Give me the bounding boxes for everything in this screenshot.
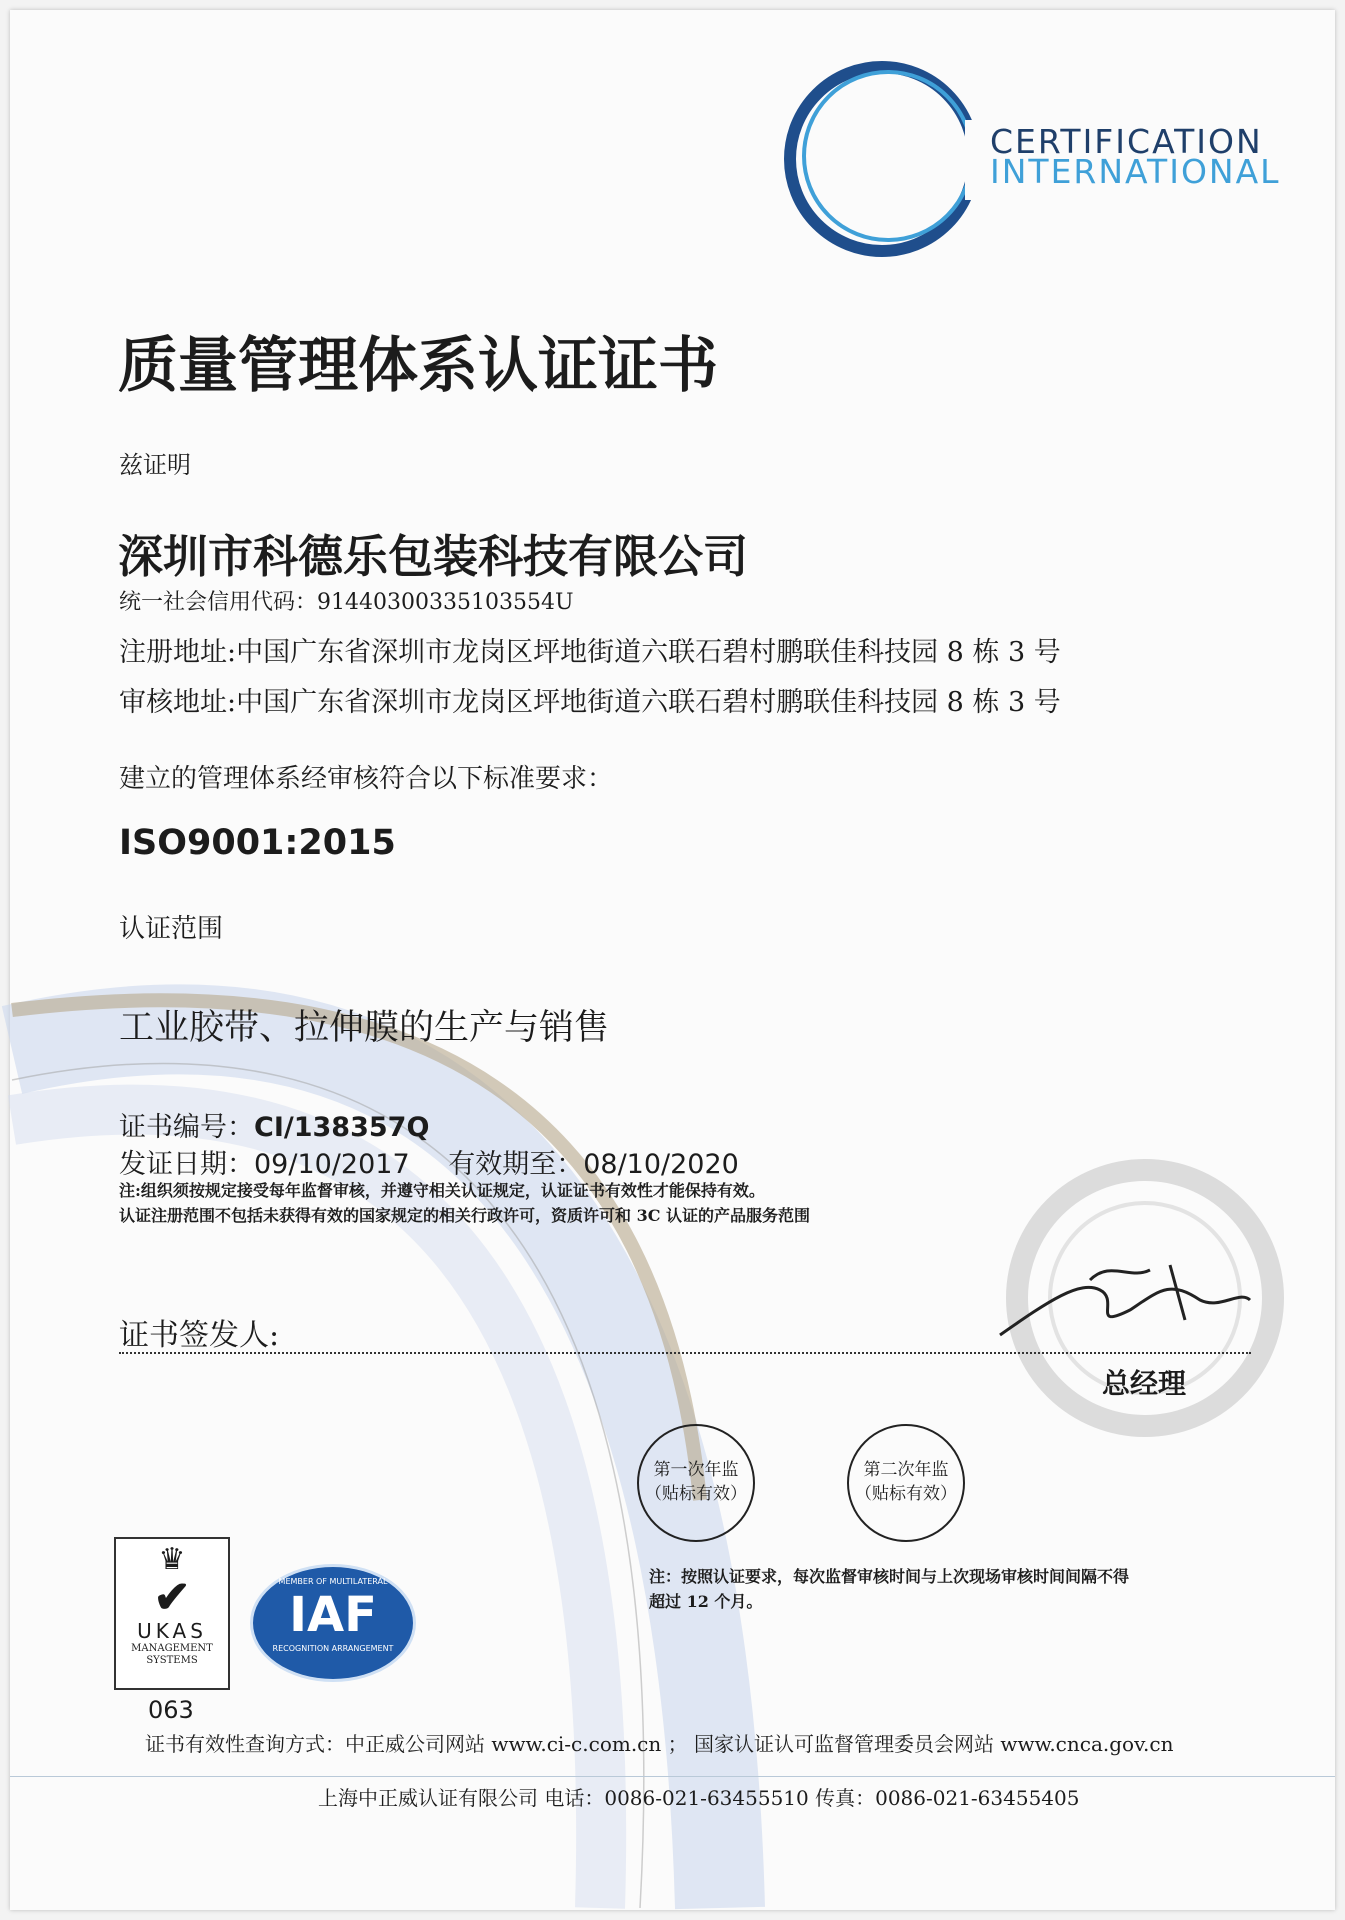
note-line-1: 注:组织须按规定接受每年监督审核，并遵守相关认证规定，认证证书有效性才能保持有效。	[119, 1181, 765, 1200]
issue-date: 09/10/2017	[254, 1149, 410, 1180]
scope-text: 工业胶带、拉伸膜的生产与销售	[119, 1008, 610, 1048]
audit-address: 审核地址:中国广东省深圳市龙岗区坪地街道六联石碧村鹏联佳科技园 8 栋 3 号	[119, 687, 1061, 718]
ukas-sub1: MANAGEMENT	[131, 1643, 213, 1654]
first-annual-audit-stamp-area	[637, 1424, 755, 1542]
iaf-top-text: MEMBER OF MULTILATERAL	[278, 1577, 388, 1586]
certificate-title: 质量管理体系认证证书	[118, 331, 718, 401]
issue-date-label: 发证日期：	[119, 1149, 254, 1180]
validity-query-text: 证书有效性查询方式：中正威公司网站 www.ci-c.com.cn ； 国家认证认可监督管理委员会网站 www.cnca.gov.cn	[145, 1732, 1174, 1756]
first-audit-note: （贴标有效）	[645, 1484, 747, 1504]
hereby-text: 兹证明	[119, 451, 191, 479]
iaf-bottom-text: RECOGNITION ARRANGEMENT	[272, 1644, 394, 1653]
footer-divider	[10, 1776, 1335, 1777]
cert-number-label: 证书编号：	[119, 1112, 254, 1143]
ukas-name: UKAS	[137, 1619, 207, 1643]
audit-note-line-2: 超过 12 个月。	[649, 1592, 763, 1611]
signer-title: 总经理	[1102, 1367, 1187, 1400]
checkmark-icon: ✔	[153, 1572, 191, 1623]
company-name: 深圳市科德乐包装科技有限公司	[118, 530, 749, 583]
signer-label: 证书签发人:	[119, 1318, 280, 1353]
standard-intro: 建立的管理体系经审核符合以下标准要求：	[119, 764, 614, 794]
logo-text-certification: CERTIFICATION	[990, 122, 1263, 161]
signature	[1000, 1287, 1250, 1335]
crown-icon: ♛	[158, 1542, 186, 1577]
ukas-number: 063	[148, 1696, 194, 1724]
iaf-logo	[250, 1564, 416, 1682]
signature-line	[119, 1352, 1251, 1354]
iaf-name: IAF	[289, 1587, 377, 1643]
logo-text-international: INTERNATIONAL	[990, 152, 1281, 191]
valid-date: 08/10/2020	[583, 1149, 739, 1180]
first-audit-label: 第一次年监	[653, 1460, 739, 1480]
second-audit-note: （贴标有效）	[855, 1484, 957, 1504]
second-annual-audit-stamp-area	[847, 1424, 965, 1542]
second-audit-label: 第二次年监	[863, 1460, 949, 1480]
ukas-logo	[114, 1537, 230, 1690]
note-line-2: 认证注册范围不包括未获得有效的国家规定的相关行政许可，资质许可和 3C 认证的产品服务范围	[119, 1206, 811, 1225]
valid-date-label: 有效期至：	[448, 1149, 584, 1180]
footer-contact: 上海中正威认证有限公司 电话：0086-021-63455510 传真：0086-021-63455405	[318, 1786, 1080, 1810]
cert-number: CI/138357Q	[254, 1112, 430, 1143]
audit-note-line-1: 注：按照认证要求，每次监督审核时间与上次现场审核时间间隔不得	[649, 1567, 1130, 1586]
ukas-sub2: SYSTEMS	[146, 1655, 198, 1666]
scope-label: 认证范围	[119, 914, 224, 944]
registered-address: 注册地址:中国广东省深圳市龙岗区坪地街道六联石碧村鹏联佳科技园 8 栋 3 号	[119, 637, 1061, 668]
credit-code: 统一社会信用代码：91440300335103554U	[119, 590, 574, 615]
iso-standard: ISO9001:2015	[119, 823, 396, 863]
